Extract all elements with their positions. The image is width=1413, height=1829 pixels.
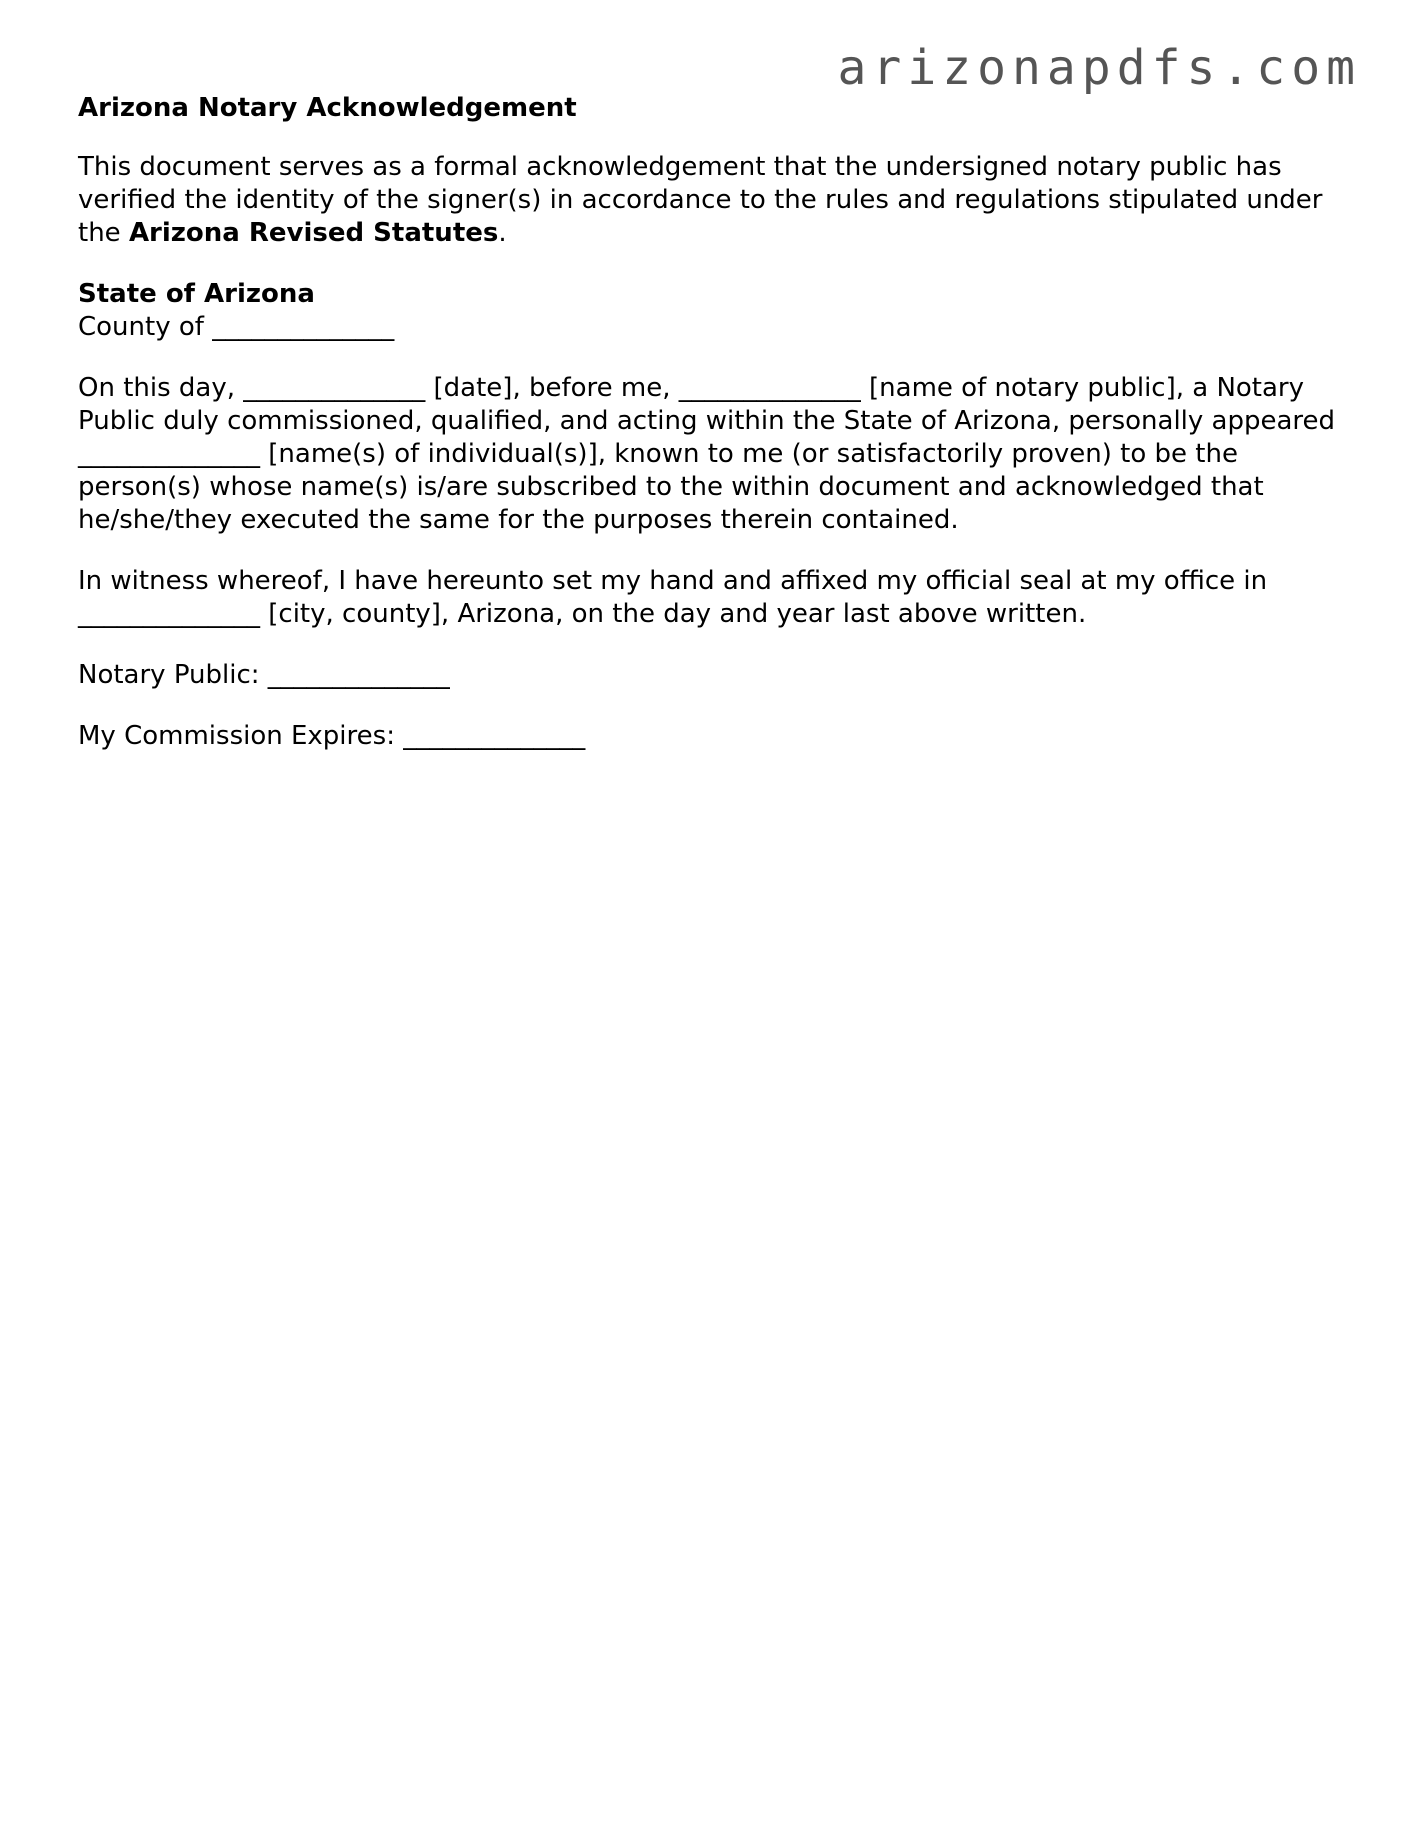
watermark: arizonapdfs.com <box>837 40 1361 96</box>
document-title: Arizona Notary Acknowledgement <box>78 93 577 123</box>
state-heading: State of Arizona <box>78 279 315 309</box>
county-line: County of ______________ <box>78 312 395 342</box>
document-body <box>78 92 1348 781</box>
appearance-paragraph: On this day, ______________ [date], before me, ______________ [name of notary public], a Notary Public duly commissioned, qualified, and acting within the State of Arizona, personally appeared ______________ [name(s) of individual(s)], known to me (or satisfactorily proven) to be the person(s) whose name(s) is/are subscribed to the within document and acknowledged that he/she/they executed the same for the purposes therein contained. <box>78 373 1336 535</box>
intro-end: . <box>498 218 507 248</box>
intro-text: This document serves as a formal acknowledgement that the undersigned notary public has verified the identity of the signer(s) in accordance to the rules and regulations stipulated under the <box>78 152 1323 248</box>
intro-paragraph <box>78 151 1348 250</box>
statutes-reference: Arizona Revised Statutes <box>128 218 499 248</box>
venue-block <box>78 278 1348 344</box>
witness-paragraph: In witness whereof, I have hereunto set my hand and affixed my official seal at my office in ______________ [city, county], Arizona, on the day and year last above written. <box>78 566 1268 629</box>
notary-public-line: Notary Public: ______________ <box>78 660 450 690</box>
commission-expires-line: My Commission Expires: ______________ <box>78 721 586 751</box>
